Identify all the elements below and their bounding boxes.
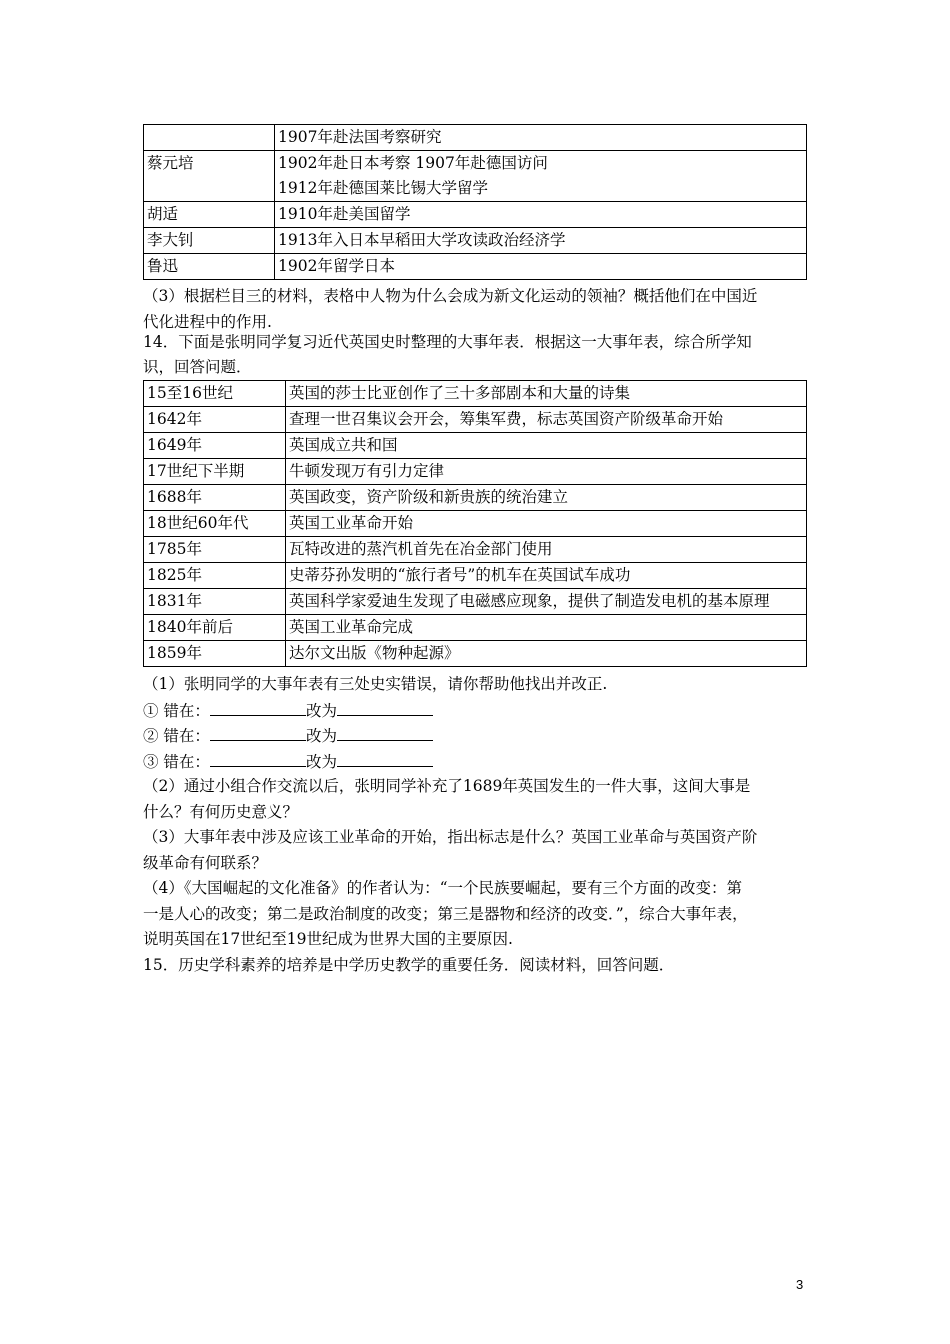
question-13-3-line2: 代化进程中的作用. [143, 313, 272, 331]
question-14-intro-line2: 识，回答问题． [143, 358, 252, 376]
experience-cell: 1902年留学日本 [275, 254, 807, 280]
question-14-2-line2: 什么？有何历史意义？ [143, 803, 299, 821]
page-number: 3 [796, 1277, 804, 1292]
table-row [144, 615, 807, 641]
experience-cell: 1910年赴美国留学 [275, 202, 807, 228]
error-line-2: ② 错在： 改为 [143, 722, 813, 749]
event-cell: 瓦特改进的蒸汽机首先在冶金部门使用 [286, 537, 807, 563]
time-cell: 1642年 [144, 407, 286, 433]
experience-cell: 1913年入日本早稻田大学攻读政治经济学 [275, 228, 807, 254]
question-13-3-line1: （3）根据栏目三的材料，表格中人物为什么会成为新文化运动的领袖？概括他们在中国近 [143, 287, 758, 305]
person-name-cell: 蔡元培 [144, 151, 275, 202]
question-14-1: （1）张明同学的大事年表有三处史实错误，请你帮助他找出并改正. [143, 675, 608, 693]
question-14-4-line2: 一是人心的改变；第二是政治制度的改变；第三是器物和经济的改变．”，综合大事年表， [143, 905, 748, 923]
question-14-4-line3: 说明英国在17世纪至19世纪成为世界大国的主要原因. [143, 930, 513, 948]
table-row [144, 589, 807, 615]
table-row [144, 641, 807, 667]
person-name-cell: 胡适 [144, 202, 275, 228]
table-row [144, 563, 807, 589]
error-line-1: ① 错在： 改为 [143, 697, 813, 724]
answer-blank[interactable] [210, 748, 306, 767]
event-cell: 英国工业革命开始 [286, 511, 807, 537]
answer-blank[interactable] [210, 722, 306, 741]
time-cell: 1840年前后 [144, 615, 286, 641]
answer-blank[interactable] [337, 722, 433, 741]
time-cell: 1688年 [144, 485, 286, 511]
time-cell: 1649年 [144, 433, 286, 459]
event-cell: 史蒂芬孙发明的“旅行者号”的机车在英国试车成功 [286, 563, 807, 589]
reformers-table [143, 124, 807, 280]
event-cell: 英国成立共和国 [286, 433, 807, 459]
time-cell: 17世纪下半期 [144, 459, 286, 485]
time-cell: 1859年 [144, 641, 286, 667]
question-15-line1: 15．历史学科素养的培养是中学历史教学的重要任务．阅读材料，回答问题． [143, 956, 675, 974]
time-cell: 15至16世纪 [144, 381, 286, 407]
table-row [144, 228, 807, 254]
event-cell: 牛顿发现万有引力定律 [286, 459, 807, 485]
event-cell: 英国工业革命完成 [286, 615, 807, 641]
event-cell: 英国的莎士比亚创作了三十多部剧本和大量的诗集 [286, 381, 807, 407]
experience-cell: 1902年赴日本考察 1907年赴德国访问 1912年赴德国莱比锡大学留学 [275, 151, 807, 202]
question-14-3-line2: 级革命有何联系？ [143, 854, 268, 872]
table-row [144, 381, 807, 407]
answer-blank[interactable] [337, 748, 433, 767]
table-row [144, 537, 807, 563]
question-14-3-line1: （3）大事年表中涉及应该工业革命的开始，指出标志是什么？英国工业革命与英国资产阶 [143, 828, 758, 846]
event-cell: 达尔文出版《物种起源》 [286, 641, 807, 667]
table-row [144, 511, 807, 537]
time-cell: 1831年 [144, 589, 286, 615]
event-cell: 查理一世召集议会开会，筹集军费，标志英国资产阶级革命开始 [286, 407, 807, 433]
time-cell: 1825年 [144, 563, 286, 589]
table-row [144, 254, 807, 280]
table-row [144, 485, 807, 511]
british-history-timeline-table [143, 380, 807, 667]
table-row [144, 459, 807, 485]
table-row [144, 433, 807, 459]
time-cell: 18世纪60年代 [144, 511, 286, 537]
table-row [144, 125, 807, 151]
table-row [144, 407, 807, 433]
answer-blank[interactable] [210, 697, 306, 716]
question-14-4-line1: （4）《大国崛起的文化准备》的作者认为：“一个民族要崛起，要有三个方面的改变：第 [143, 879, 743, 897]
person-name-cell [144, 125, 275, 151]
answer-blank[interactable] [337, 697, 433, 716]
question-14-2-line1: （2）通过小组合作交流以后，张明同学补充了1689年英国发生的一件大事，这间大事是 [143, 777, 751, 795]
event-cell: 英国政变，资产阶级和新贵族的统治建立 [286, 485, 807, 511]
table-row [144, 151, 807, 202]
person-name-cell: 李大钊 [144, 228, 275, 254]
person-name-cell: 鲁迅 [144, 254, 275, 280]
time-cell: 1785年 [144, 537, 286, 563]
question-14-intro-line1: 14．下面是张明同学复习近代英国史时整理的大事年表．根据这一大事年表，综合所学知 [143, 333, 752, 351]
error-line-3: ③ 错在： 改为 [143, 748, 813, 775]
table-row [144, 202, 807, 228]
experience-cell: 1907年赴法国考察研究 [275, 125, 807, 151]
event-cell: 英国科学家爱迪生发现了电磁感应现象，提供了制造发电机的基本原理 [286, 589, 807, 615]
